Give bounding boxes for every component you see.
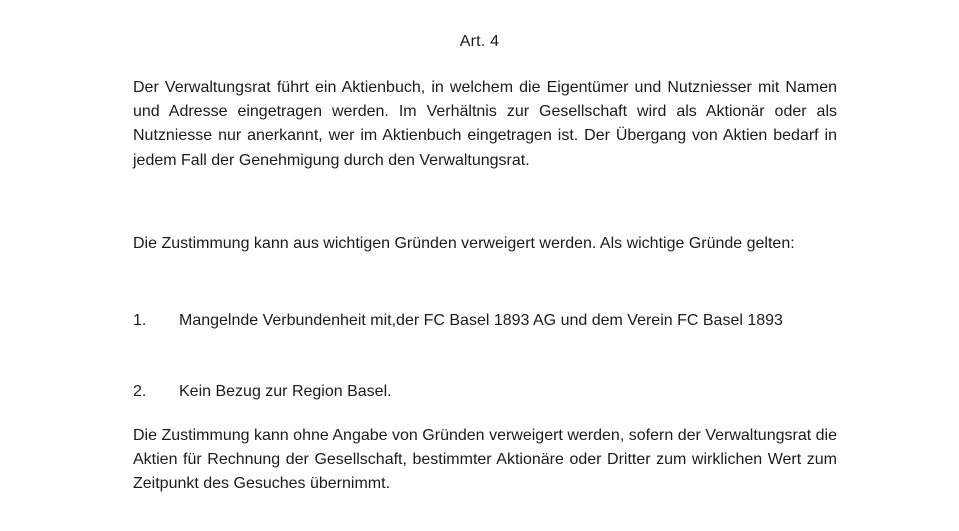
article-heading: Art. 4 — [459, 33, 500, 50]
list-item-text: Mangelnde Verbundenheit mit,der FC Basel 1893 AG und dem Verein FC Basel 1893 — [179, 312, 783, 329]
paragraph-refusal-reasons: Die Zustimmung kann aus wichtigen Gründen verweigert werden. Als wichtige Gründe gelten: — [133, 235, 795, 252]
list-item-number: 1. — [133, 312, 147, 329]
list-item-number: 2. — [133, 383, 147, 400]
list-item — [133, 380, 837, 404]
list-item-text: Kein Bezug zur Region Basel. — [179, 383, 392, 400]
list-item — [133, 309, 837, 333]
paragraph-refusal-without-reason: Die Zustimmung kann ohne Angabe von Gründen verweigert werden, sofern der Verwaltungsrat die Aktien für Rechnung der Gesellschaft, bestimmter Aktionäre oder Dritter zum wirklichen Wert zum Zeitpunkt des Gesuches übernimmt. — [133, 427, 837, 493]
paragraph-share-register: Der Verwaltungsrat führt ein Aktienbuch, in welchem die Eigentümer und Nutzniesser mit Namen und Adresse eingetragen werden. Im Verhältnis zur Gesellschaft wird als Aktionär oder als Nutzniesse nur anerkannt, wer im Aktienbuch eingetragen ist. Der Übergang von Aktien bedarf in jedem Fall der Genehmigung durch den Verwaltungsrat. — [133, 79, 837, 169]
